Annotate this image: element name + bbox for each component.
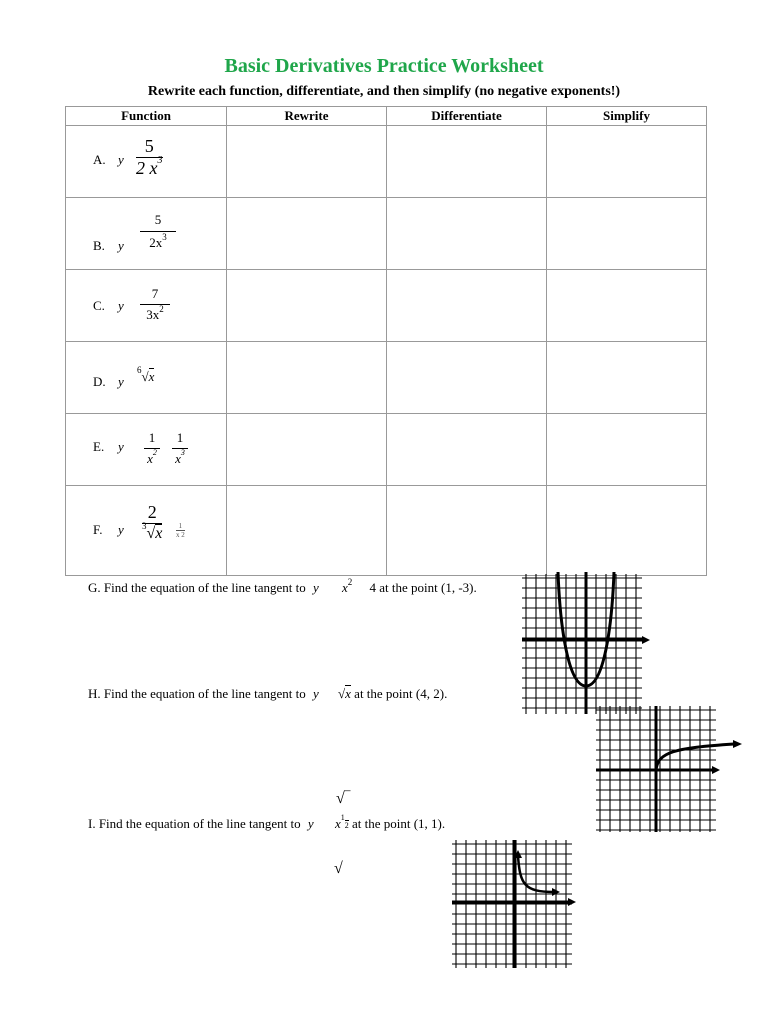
differentiate-cell[interactable] [387, 486, 547, 576]
den-exponent: 3 [180, 448, 185, 457]
radical-sign: √ [338, 686, 346, 701]
den-exponent: 3 [157, 155, 163, 166]
radicand: x [345, 686, 351, 701]
den-exponent: 2 [159, 304, 164, 314]
graph-g [520, 566, 652, 718]
header-simplify: Simplify [547, 107, 707, 126]
simplify-cell[interactable] [547, 414, 707, 486]
stray-radical-1: √‾ [336, 790, 351, 807]
radical-sign: √ [141, 369, 149, 384]
root-index: 6 [137, 365, 142, 375]
row-label: F. [93, 522, 103, 537]
grid-lines [452, 840, 572, 968]
root-index: 3 [142, 521, 147, 531]
radical-sign: √ [146, 525, 156, 542]
table-row [66, 198, 707, 270]
graph-i [450, 836, 580, 970]
fraction [136, 136, 163, 179]
grid-lines [522, 574, 642, 714]
fraction-2 [172, 430, 188, 467]
function-cell-d [66, 342, 227, 414]
exponent-den: 2 [344, 821, 349, 830]
exponent-num: 1 [340, 813, 345, 822]
table-row [66, 486, 707, 576]
numerator: 7 [151, 286, 159, 301]
rewrite-cell[interactable] [227, 342, 387, 414]
question-i [88, 813, 446, 832]
function-expr: x [342, 580, 348, 595]
rewrite-cell[interactable] [227, 126, 387, 198]
function-var: y [118, 439, 124, 454]
function-cell-f [66, 486, 227, 576]
x-axis-arrow [712, 766, 720, 774]
stray-radical-2: √ [334, 860, 343, 877]
numerator: 5 [154, 212, 162, 227]
radicand: x [148, 369, 155, 384]
table-row [66, 270, 707, 342]
function-var: y [118, 374, 124, 389]
simplify-cell[interactable] [547, 342, 707, 414]
instructions: Rewrite each function, differentiate, and then simplify (no negative exponents!) [147, 84, 621, 99]
table-row [66, 414, 707, 486]
fraction [142, 502, 162, 543]
differentiate-cell[interactable] [387, 414, 547, 486]
question-rest: 4 at the point (1, -3). [369, 580, 477, 595]
numerator: 1 [148, 430, 156, 445]
rewrite-cell[interactable] [227, 198, 387, 270]
function-var: y [118, 522, 124, 537]
small-fraction [176, 522, 185, 539]
row-label: E. [93, 439, 105, 454]
function-var: y [118, 238, 124, 253]
table-row [66, 126, 707, 198]
table-row [66, 342, 707, 414]
function-var: y [312, 686, 319, 701]
function-var: y [118, 152, 124, 167]
denominator: x 2 [176, 531, 185, 539]
rewrite-cell[interactable] [227, 414, 387, 486]
rewrite-cell[interactable] [227, 270, 387, 342]
denominator [140, 231, 176, 251]
simplify-cell[interactable] [547, 270, 707, 342]
differentiate-cell[interactable] [387, 270, 547, 342]
row-label: B. [93, 238, 105, 253]
worksheet-title: Basic Derivatives Practice Worksheet [224, 55, 544, 77]
question-rest: at the point (1, 1). [351, 816, 446, 831]
den-exponent: 2 [152, 448, 157, 457]
den-base: x [175, 451, 181, 466]
differentiate-cell[interactable] [387, 126, 547, 198]
graph-h [594, 702, 744, 834]
fraction [140, 212, 176, 251]
denominator [142, 523, 162, 543]
header-row [66, 107, 707, 126]
fraction [140, 286, 170, 323]
x-axis-arrow [642, 636, 650, 644]
rewrite-cell[interactable] [227, 486, 387, 576]
curve-arrow [733, 740, 742, 748]
question-rest: at the point (4, 2). [354, 686, 448, 701]
numerator: 1 [178, 522, 183, 530]
denominator [172, 448, 188, 467]
question-text: H. Find the equation of the line tangent to [88, 686, 306, 701]
differentiate-cell[interactable] [387, 198, 547, 270]
question-text: I. Find the equation of the line tangent to [88, 816, 301, 831]
header-rewrite: Rewrite [227, 107, 387, 126]
question-h [88, 686, 447, 702]
question-text: G. Find the equation of the line tangent to [88, 580, 306, 595]
worksheet-table [65, 106, 707, 576]
numerator: 1 [176, 430, 184, 445]
function-var: y [312, 580, 319, 595]
den-base: 2x [149, 235, 163, 250]
denominator [136, 157, 163, 179]
row-label: C. [93, 298, 105, 313]
differentiate-cell[interactable] [387, 342, 547, 414]
simplify-cell[interactable] [547, 198, 707, 270]
function-expr: x [334, 816, 341, 831]
header-function: Function [66, 107, 227, 126]
denominator [140, 304, 170, 323]
den-base: 3x [146, 307, 160, 322]
simplify-cell[interactable] [547, 486, 707, 576]
denominator [144, 448, 160, 467]
function-var: y [307, 816, 314, 831]
sqrt-curve [656, 744, 734, 770]
function-cell-a [66, 126, 227, 198]
question-g [88, 577, 477, 596]
fraction-1 [144, 430, 160, 467]
simplify-cell[interactable] [547, 126, 707, 198]
den-base: 2 x [136, 158, 158, 178]
radical-expression [137, 365, 155, 385]
function-cell-b [66, 198, 227, 270]
row-label: D. [93, 374, 106, 389]
numerator: 5 [144, 136, 154, 156]
radicand: x [155, 525, 163, 542]
header-differentiate: Differentiate [387, 107, 547, 126]
function-cell-e [66, 414, 227, 486]
exponent: 2 [347, 577, 353, 587]
x-axis-arrow [568, 898, 576, 906]
row-label: A. [93, 152, 106, 167]
den-base: x [147, 451, 153, 466]
function-var: y [118, 298, 124, 313]
function-cell-c [66, 270, 227, 342]
numerator: 2 [147, 502, 157, 522]
den-exponent: 3 [162, 232, 167, 242]
